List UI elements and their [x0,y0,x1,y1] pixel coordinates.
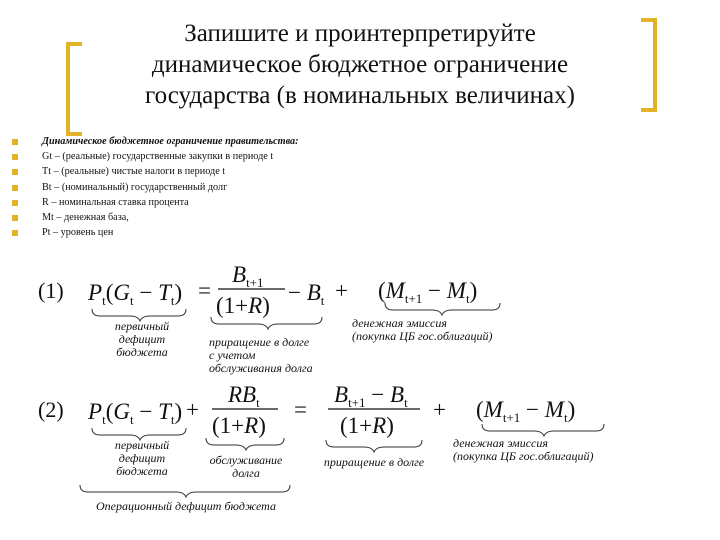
formula-1-deficit-label-1: первичный [114,319,170,333]
formula-1-primary-deficit: $P_t(G_t - T_t)$ [88,280,183,308]
bullet-text: Mt – денежная база, [42,211,129,223]
formula-2-operational-brace [80,485,290,497]
bullet-text: Динамическое бюджетное ограничение правительства: [42,136,299,147]
formula-2-emission: $(M_{t+1} - M_t)$ [476,397,576,425]
formula-2-plus-2: + [433,397,446,422]
formula-1-emission-label-1: денежная эмиссия [352,316,447,330]
formula-2-service-brace [206,438,284,450]
formula-2-debt-numerator: $B_{t+1} - B_t$ [334,382,408,410]
formula-1-deficit-label-3: бюджета [116,345,168,359]
bullet-text: Bt – (номинальный) государственный долг [42,181,228,193]
bullet-text: R – номинальная ставка процента [42,196,189,208]
formula-1-debt-brace [211,317,322,329]
formula-1-deficit-label-2: дефицит [118,332,166,346]
formula-2-service-label-2: долга [232,466,260,480]
title-line-3: государства (в номинальных величинах) [145,82,575,109]
formula-2-emission-label-2: (покупка ЦБ гос.облигаций) [453,449,594,463]
formula-2-emission-label-1: денежная эмиссия [453,436,548,450]
formula-2-service-denominator: (1+R) [212,413,266,438]
bullet-text: Pt – уровень цен [42,227,114,239]
title-line-1: Запишите и проинтерпретируйте [184,20,536,47]
formula-2-operational-label: Операционный дефицит бюджета [95,499,277,513]
formula-1-debt-label-3: обслуживания долга [209,361,313,375]
formula-1-equals: = [198,278,211,303]
formula-1-debt-label-2: с учетом [209,348,256,362]
formula-2-emission-brace [482,424,604,436]
formula-1-emission-label-2: (покупка ЦБ гос.облигаций) [352,329,493,343]
formula-2-deficit-label-3: бюджета [116,464,168,478]
formula-2-debt-label: приращение в долге [323,455,425,469]
title-line-2: динамическое бюджетное ограничение [151,51,569,78]
bullet-text: Gt – (реальные) государственные закупки в периоде t [42,151,274,163]
formula-2-debt-brace [326,440,422,452]
formula-2-debt-denominator: (1+R) [340,413,394,438]
formula-1-emission-brace [385,303,500,315]
formula-2-plus-1: + [186,397,199,422]
formula-2-number: (2) [38,397,64,422]
formula-1-number: (1) [38,278,64,303]
formula-2-service-numerator: $RB_t$ [228,382,260,410]
formula-1-debt-label-1: приращение в долге [209,335,310,349]
formula-1 [38,262,500,375]
formula-1-plus: + [335,278,348,303]
formula-1-minus-bt: − $B_t$ [288,280,325,308]
formula-2-deficit-label-1: первичный [114,438,170,452]
formula-2-deficit-label-2: дефицит [118,451,166,465]
formula-1-emission: $(M_{t+1} - M_t)$ [378,278,478,306]
formula-1-denominator: (1+R) [216,293,270,318]
formula-2 [38,382,604,513]
bullet-text: Tt – (реальные) чистые налоги в периоде t [42,166,226,178]
formula-1-numerator: $B_{t+1}$ [232,262,264,290]
formula-2-service-label-1: обслуживание [209,453,283,467]
formula-2-equals: = [294,397,307,422]
formula-2-primary-deficit: $P_t(G_t - T_t)$ [88,399,183,427]
